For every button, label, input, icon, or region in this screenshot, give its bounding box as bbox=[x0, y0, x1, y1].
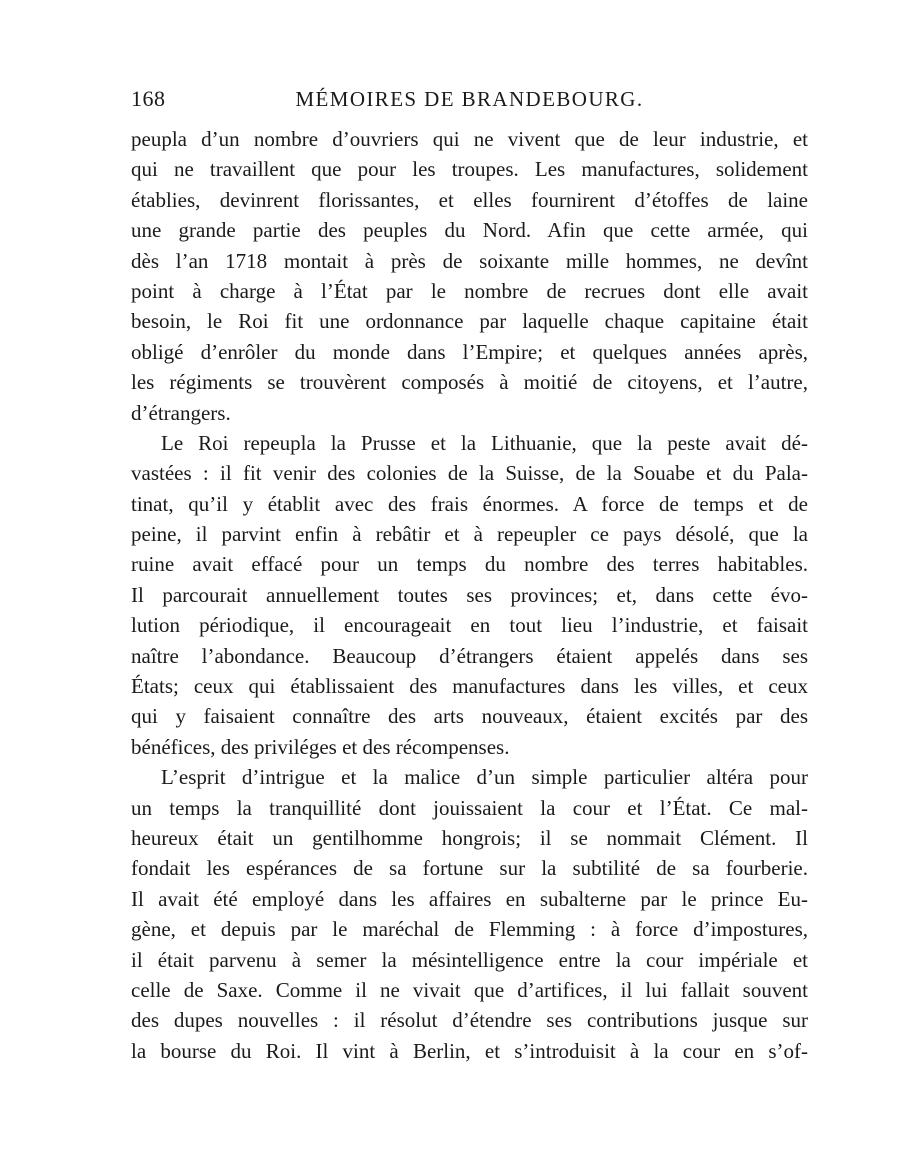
text-line: gène, et depuis par le maréchal de Flemming : à force d’impostures, bbox=[131, 917, 808, 942]
text-line: la bourse du Roi. Il vint à Berlin, et s’introduisit à la cour en s’of- bbox=[131, 1038, 808, 1063]
text-line: obligé d’enrôler du monde dans l’Empire; et quelques années après, bbox=[131, 339, 808, 364]
text-line: heureux était un gentilhomme hongrois; il se nommait Clément. Il bbox=[131, 825, 808, 850]
text-line: point à charge à l’État par le nombre de recrues dont elle avait bbox=[131, 278, 808, 303]
text-line: Il avait été employé dans les affaires en subalterne par le prince Eu- bbox=[131, 886, 808, 911]
text-line: vastées : il fit venir des colonies de la Suisse, de la Souabe et du Pala- bbox=[131, 461, 808, 486]
text-line: fondait les espérances de sa fortune sur la subtilité de sa fourberie. bbox=[131, 856, 808, 881]
text-line: bénéfices, des priviléges et des récompenses. bbox=[131, 734, 510, 759]
text-line: qui ne travaillent que pour les troupes. Les manufactures, solidement bbox=[131, 157, 808, 182]
text-line: des dupes nouvelles : il résolut d’étendre ses contributions jusque sur bbox=[131, 1008, 808, 1033]
body-text bbox=[131, 124, 808, 1066]
paragraph-2 bbox=[131, 428, 808, 762]
text-line: Il parcourait annuellement toutes ses provinces; et, dans cette évo- bbox=[131, 582, 808, 607]
paragraph-3 bbox=[131, 762, 808, 1066]
text-line: d’étrangers. bbox=[131, 400, 231, 425]
page-number: 168 bbox=[131, 86, 166, 111]
text-line: lution périodique, il encourageait en tout lieu l’industrie, et faisait bbox=[131, 613, 808, 638]
running-title: MÉMOIRES DE BRANDEBOURG. bbox=[295, 87, 644, 111]
text-line: peine, il parvint enfin à rebâtir et à repeupler ce pays désolé, que la bbox=[131, 522, 808, 547]
running-head bbox=[131, 82, 808, 116]
text-line: dès l’an 1718 montait à près de soixante mille hommes, ne devînt bbox=[131, 248, 808, 273]
text-line: besoin, le Roi fit une ordonnance par laquelle chaque capitaine était bbox=[131, 309, 808, 334]
text-line: Le Roi repeupla la Prusse et la Lithuanie, que la peste avait dé- bbox=[161, 430, 808, 455]
text-line: ruine avait effacé pour un temps du nombre des terres habitables. bbox=[131, 552, 808, 577]
paragraph-1 bbox=[131, 124, 808, 428]
text-line: États; ceux qui établissaient des manufactures dans les villes, et ceux bbox=[131, 674, 808, 699]
text-line: il était parvenu à semer la mésintelligence entre la cour impériale et bbox=[131, 947, 808, 972]
text-line: les régiments se trouvèrent composés à moitié de citoyens, et l’autre, bbox=[131, 370, 808, 395]
text-line: un temps la tranquillité dont jouissaient la cour et l’État. Ce mal- bbox=[131, 795, 808, 820]
text-line: une grande partie des peuples du Nord. Afin que cette armée, qui bbox=[131, 218, 808, 243]
text-line: tinat, qu’il y établit avec des frais énormes. A force de temps et de bbox=[131, 491, 808, 516]
text-line: naître l’abondance. Beaucoup d’étrangers étaient appelés dans ses bbox=[131, 643, 808, 668]
text-line: peupla d’un nombre d’ouvriers qui ne vivent que de leur industrie, et bbox=[131, 127, 808, 151]
text-line: celle de Saxe. Comme il ne vivait que d’artifices, il lui fallait souvent bbox=[131, 977, 808, 1002]
text-line: établies, devinrent florissantes, et elles fournirent d’étoffes de laine bbox=[131, 187, 808, 212]
text-line: L’esprit d’intrigue et la malice d’un simple particulier altéra pour bbox=[161, 765, 808, 790]
text-line: qui y faisaient connaître des arts nouveaux, étaient excités par des bbox=[131, 704, 808, 729]
